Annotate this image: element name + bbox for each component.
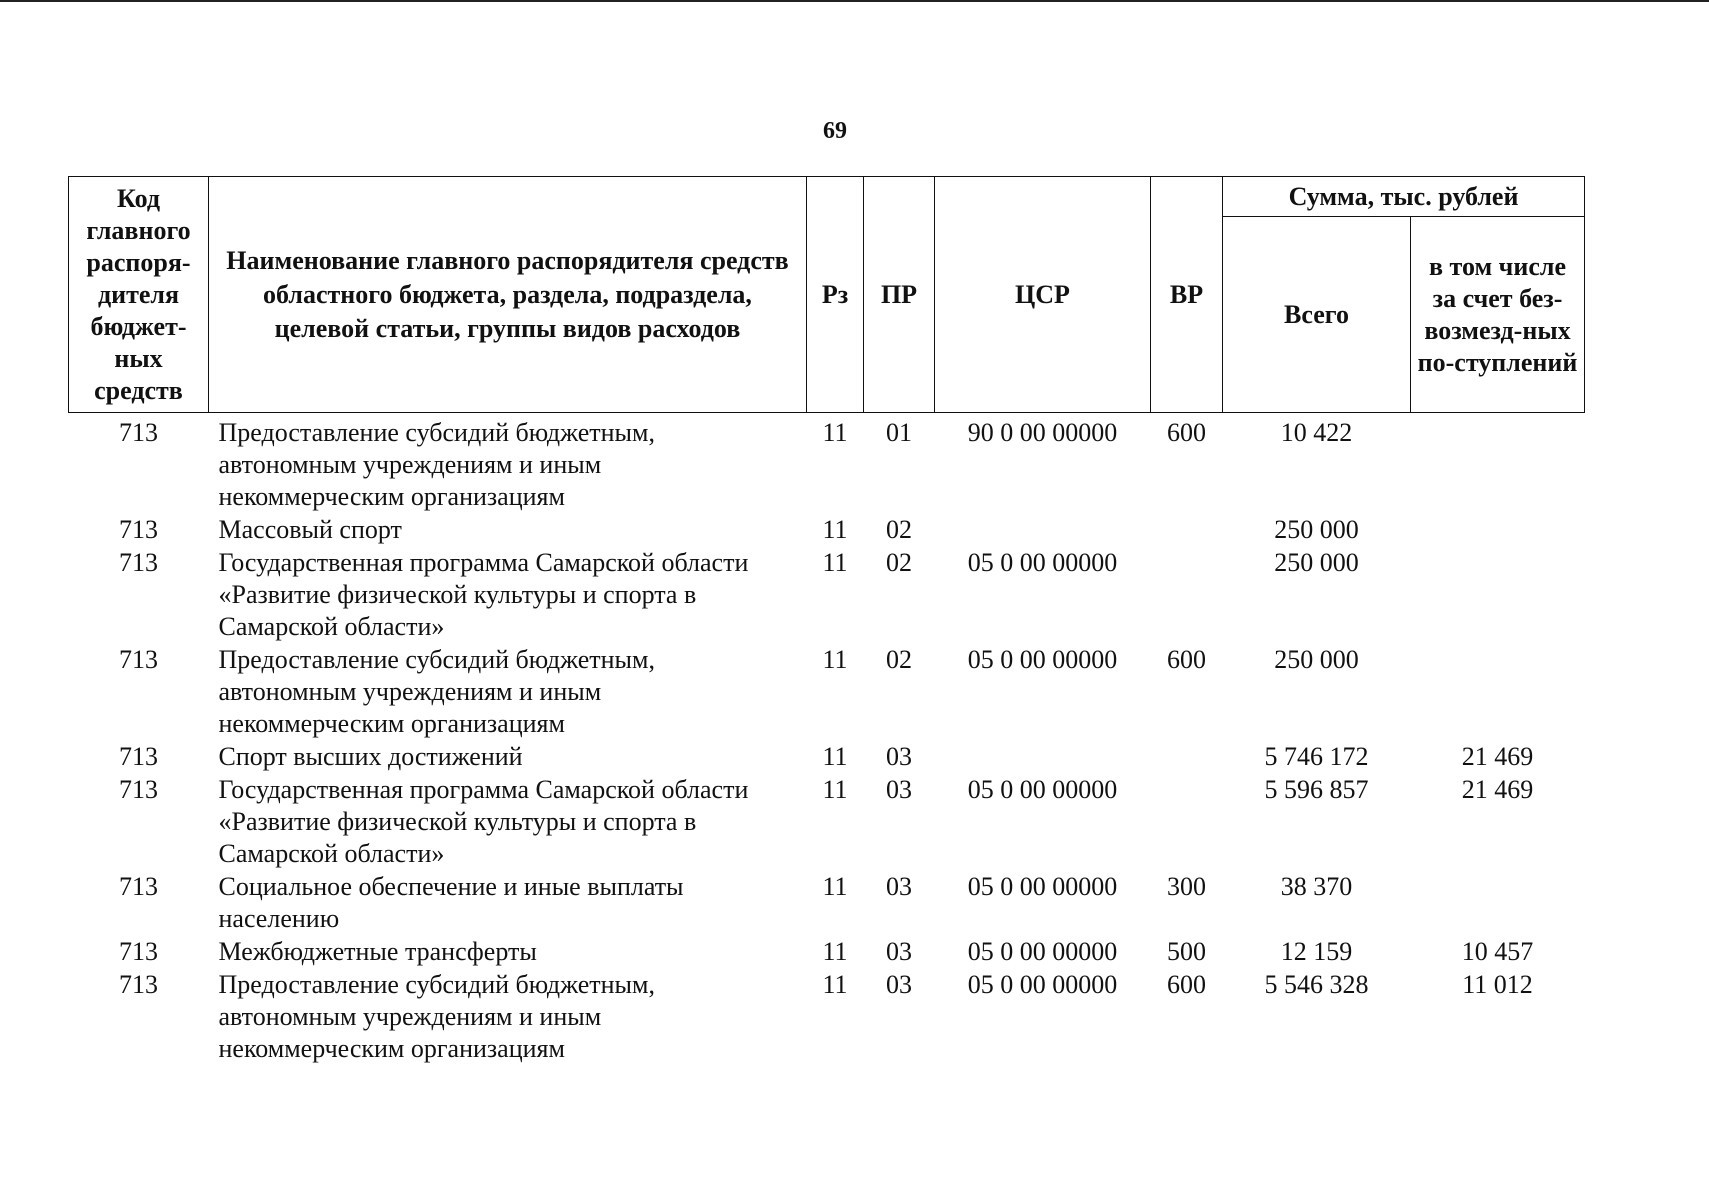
cell-name: Массовый спорт [218, 515, 402, 544]
cell-total: 250 000 [1274, 515, 1359, 544]
cell-name: Предоставление субсидий бюджетным, автономным учреждениям и иным некоммерческим организациям [218, 645, 655, 738]
cell-csr: 05 0 00 00000 [967, 645, 1118, 674]
cell-gratuitous [1411, 514, 1585, 547]
cell-total: 250 000 [1274, 645, 1359, 674]
cell-csr: 90 0 00 00000 [967, 418, 1118, 447]
top-border-line [0, 0, 1709, 2]
cell-csr [935, 514, 1151, 547]
cell-pr: 03 [886, 937, 912, 966]
cell-code: 713 [119, 775, 158, 804]
cell-csr: 05 0 00 00000 [967, 548, 1118, 577]
cell-total: 12 159 [1280, 937, 1353, 966]
table-header [69, 177, 1585, 413]
header-vr: ВР [1151, 177, 1223, 413]
cell-pr: 02 [886, 645, 912, 674]
header-sum-group: Сумма, тыс. рублей [1223, 177, 1585, 217]
cell-gratuitous [1411, 547, 1585, 644]
cell-rz: 11 [822, 418, 848, 447]
cell-rz: 11 [822, 742, 848, 771]
cell-vr: 600 [1167, 645, 1206, 674]
cell-vr: 600 [1167, 970, 1206, 999]
cell-rz: 11 [822, 515, 848, 544]
cell-vr: 600 [1167, 418, 1206, 447]
cell-pr: 02 [886, 548, 912, 577]
page-number: 69 [823, 118, 847, 144]
cell-rz: 11 [822, 645, 848, 674]
cell-name: Предоставление субсидий бюджетным, автономным учреждениям и иным некоммерческим организациям [218, 970, 655, 1063]
cell-csr: 05 0 00 00000 [967, 775, 1118, 804]
cell-rz: 11 [822, 970, 848, 999]
cell-pr: 03 [886, 742, 912, 771]
cell-code: 713 [119, 872, 158, 901]
cell-pr: 02 [886, 515, 912, 544]
cell-total: 5 596 857 [1264, 775, 1369, 804]
cell-name: Спорт высших достижений [218, 742, 523, 771]
cell-code: 713 [119, 418, 158, 447]
cell-csr: 05 0 00 00000 [967, 970, 1118, 999]
cell-code: 713 [119, 937, 158, 966]
cell-gratuitous [1411, 871, 1585, 936]
cell-total: 38 370 [1280, 872, 1353, 901]
cell-code: 713 [119, 645, 158, 674]
table-row [69, 644, 1585, 741]
table-row [69, 741, 1585, 774]
cell-gratuitous: 21 469 [1461, 775, 1534, 804]
header-pr: ПР [864, 177, 935, 413]
header-csr: ЦСР [935, 177, 1151, 413]
table-row [69, 774, 1585, 871]
cell-name: Социальное обеспечение и иные выплаты населению [218, 872, 684, 933]
cell-vr [1151, 547, 1223, 644]
cell-pr: 03 [886, 970, 912, 999]
cell-gratuitous [1411, 644, 1585, 741]
cell-rz: 11 [822, 548, 848, 577]
cell-vr: 300 [1167, 872, 1206, 901]
table-row [69, 514, 1585, 547]
cell-name: Предоставление субсидий бюджетным, автономным учреждениям и иным некоммерческим организациям [218, 418, 655, 511]
cell-vr [1151, 741, 1223, 774]
table-row [69, 969, 1585, 1066]
cell-rz: 11 [822, 775, 848, 804]
table-body [69, 413, 1585, 1067]
cell-gratuitous: 21 469 [1461, 742, 1534, 771]
cell-total: 5 746 172 [1264, 742, 1369, 771]
cell-name: Государственная программа Самарской области «Развитие физической культуры и спорта в Самарской области» [218, 548, 749, 641]
cell-code: 713 [119, 515, 158, 544]
cell-total: 250 000 [1274, 548, 1359, 577]
cell-pr: 01 [886, 418, 912, 447]
cell-csr: 05 0 00 00000 [967, 872, 1118, 901]
cell-rz: 11 [822, 872, 848, 901]
cell-total: 10 422 [1280, 418, 1353, 447]
cell-vr [1151, 514, 1223, 547]
cell-name: Государственная программа Самарской области «Развитие физической культуры и спорта в Самарской области» [218, 775, 749, 868]
cell-vr: 500 [1167, 937, 1206, 966]
table-row [69, 547, 1585, 644]
table-row [69, 871, 1585, 936]
table-row [69, 413, 1585, 515]
cell-pr: 03 [886, 872, 912, 901]
cell-gratuitous: 10 457 [1461, 937, 1534, 966]
cell-pr: 03 [886, 775, 912, 804]
header-rz: Рз [807, 177, 864, 413]
header-gratuitous: в том числе за счет без-возмезд-ных по-ступлений [1411, 217, 1585, 413]
budget-table [68, 176, 1585, 1066]
cell-vr [1151, 774, 1223, 871]
cell-code: 713 [119, 548, 158, 577]
cell-csr: 05 0 00 00000 [967, 937, 1118, 966]
table-row [69, 936, 1585, 969]
cell-code: 713 [119, 742, 158, 771]
cell-csr [935, 741, 1151, 774]
header-name: Наименование главного распорядителя средств областного бюджета, раздела, подраздела, целевой статьи, группы видов расходов [209, 177, 807, 413]
cell-gratuitous [1411, 413, 1585, 515]
header-code: Код главного распоря-дителя бюджет-ных средств [69, 177, 209, 413]
header-total: Всего [1223, 217, 1411, 413]
cell-total: 5 546 328 [1264, 970, 1369, 999]
cell-gratuitous: 11 012 [1462, 970, 1533, 999]
cell-code: 713 [119, 970, 158, 999]
cell-rz: 11 [822, 937, 848, 966]
cell-name: Межбюджетные трансферты [218, 937, 537, 966]
